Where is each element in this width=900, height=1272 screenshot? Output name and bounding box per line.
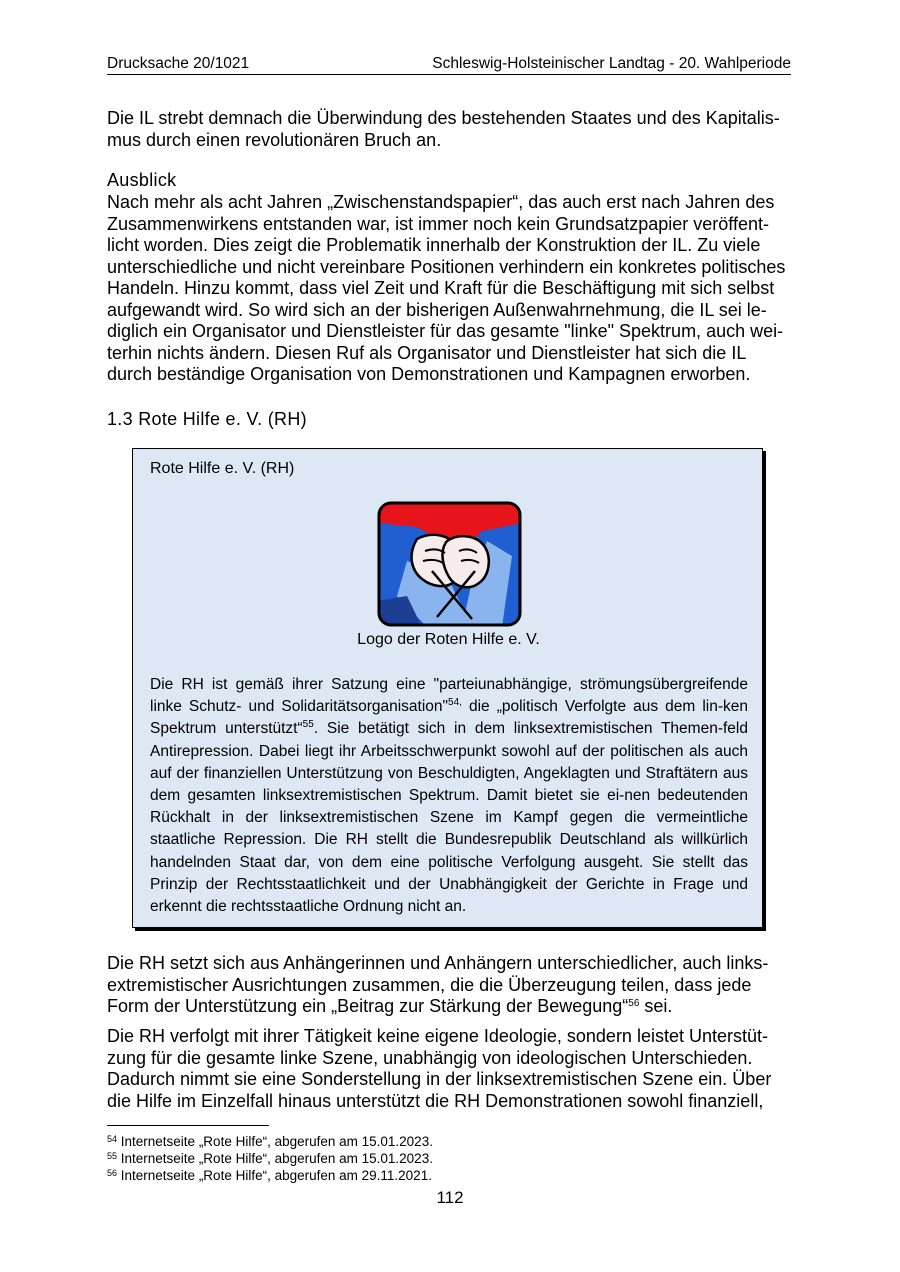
text-line: extremistischer Ausrichtungen zusammen, die die Überzeugung teilen, dass jede — [107, 974, 752, 995]
text-segment: Die RH ist gemäß ihrer Satzung eine "parteiunabhängige, strömungsübergreifende linke Schutz- und Solidaritätsorganisation" — [150, 676, 748, 716]
logo-right-fist — [443, 536, 489, 587]
text-segment: . Sie betätigt sich in dem linksextremistischen Themen-feld Antirepression. Dabei liegt ihr Arbeitsschwerpunkt sowohl auf der politischen als auch auf der finanziellen Unterstützung von Beschuldigten, Angeklagten und Straftätern aus dem gesamten linksextremistischen Spektrum. Damit bietet sie ei-nen bedeutenden Rückhalt in der linksextremistischen Szene im Kampf gegen die vermeintliche staatliche Repression. Die RH stellt die Bundesrepublik Deutschland als willkürlich handelnden Staat dar, von dem eine politische Verfolgung ausgeht. Sie stellt das Prinzip der Rechtsstaatlichkeit und der Unabhängigkeit der Gerichte in Frage und erkennt die rechtsstaatliche Ordnung nicht an. — [150, 720, 748, 916]
footnote-text: Internetseite „Rote Hilfe“, abgerufen am 15.01.2023. — [117, 1151, 433, 1166]
footnote-ref: 55 — [302, 719, 314, 731]
info-box-title: Rote Hilfe e. V. (RH) — [150, 460, 295, 477]
footnote-ref: 54, — [448, 697, 462, 709]
text-line: mus durch einen revolutionären Bruch an. — [107, 129, 442, 150]
text-line: Handeln. Hinzu kommt, dass viel Zeit und Kraft für die Beschäftigung mit sich selbst — [107, 278, 775, 298]
text-line — [107, 996, 797, 1018]
intro-paragraph — [107, 108, 797, 151]
text-line: die Hilfe im Einzelfall hinaus unterstützt die RH Demonstrationen sowohl finanziell, — [107, 1090, 764, 1111]
text-segment: die „politisch Verfolgte aus dem lin-ken Spektrum unterstützt“ — [150, 698, 748, 738]
info-box-text — [150, 674, 748, 918]
rote-hilfe-logo — [377, 501, 522, 627]
info-box — [132, 448, 763, 928]
footnote — [107, 1151, 433, 1167]
ausblick-heading: Ausblick — [107, 170, 177, 190]
text-line: Die RH verfolgt mit ihrer Tätigkeit keine eigene Ideologie, sondern leistet Unterstüt- — [107, 1026, 768, 1046]
text-line: licht worden. Dies zeigt die Problematik innerhalb der Konstruktion der IL. Zu viele — [107, 235, 761, 255]
logo-caption: Logo der Roten Hilfe e. V. — [357, 631, 540, 648]
page-header — [107, 55, 791, 75]
section-heading: 1.3 Rote Hilfe e. V. (RH) — [107, 409, 307, 429]
text-line: diglich ein Organisator und Dienstleister für das gesamte "linke" Spektrum, auch wei- — [107, 321, 784, 341]
footnote-text: Internetseite „Rote Hilfe“, abgerufen am 15.01.2023. — [117, 1134, 433, 1149]
text-line: Dadurch nimmt sie eine Sonderstellung in der linksextremistischen Szene ein. Über — [107, 1069, 772, 1089]
footnote-number: 54 — [107, 1134, 118, 1144]
footnote-ref: 56 — [628, 998, 640, 1009]
text-line: Nach mehr als acht Jahren „Zwischenstandspapier“, das auch erst nach Jahren des — [107, 192, 775, 212]
text-line: aufgewandt wird. So wird sich an der bisherigen Außenwahrnehmung, die IL sei le- — [107, 299, 767, 320]
parliament-name: Schleswig-Holsteinischer Landtag - 20. Wahlperiode — [432, 55, 791, 72]
footnote-number: 55 — [107, 1151, 118, 1161]
text-line: terhin nichts ändern. Diesen Ruf als Organisator und Dienstleister hat sich die IL — [107, 342, 747, 363]
footnote-divider — [107, 1125, 269, 1126]
text-line: durch beständige Organisation von Demonstrationen und Kampagnen erworben. — [107, 364, 751, 384]
text-segment: sei. — [639, 996, 673, 1016]
text-line: zung für die gesamte linke Szene, unabhängig von ideologischen Unterschieden. — [107, 1047, 753, 1068]
footnote-number: 56 — [107, 1168, 118, 1178]
footnote — [107, 1168, 432, 1184]
text-line: Die RH setzt sich aus Anhängerinnen und Anhängern unterschiedlicher, auch links- — [107, 953, 769, 973]
text-segment: Form der Unterstützung ein „Beitrag zur Stärkung der Bewegung“ — [107, 996, 629, 1016]
ausblick-paragraph — [107, 192, 797, 386]
text-line: Die IL strebt demnach die Überwindung des bestehenden Staates und des Kapitalis- — [107, 108, 780, 128]
activity-paragraph — [107, 1026, 797, 1112]
text-line: Zusammenwirkens entstanden war, ist immer noch kein Grundsatzpapier veröffent- — [107, 213, 769, 234]
text-line: unterschiedliche und nicht vereinbare Positionen verhindern ein konkretes politisches — [107, 256, 786, 277]
page-number: 112 — [436, 1188, 464, 1207]
membership-paragraph — [107, 953, 797, 1018]
footnote-text: Internetseite „Rote Hilfe“, abgerufen am 29.11.2021. — [117, 1168, 432, 1183]
document-number: Drucksache 20/1021 — [107, 55, 250, 72]
footnote — [107, 1134, 433, 1150]
